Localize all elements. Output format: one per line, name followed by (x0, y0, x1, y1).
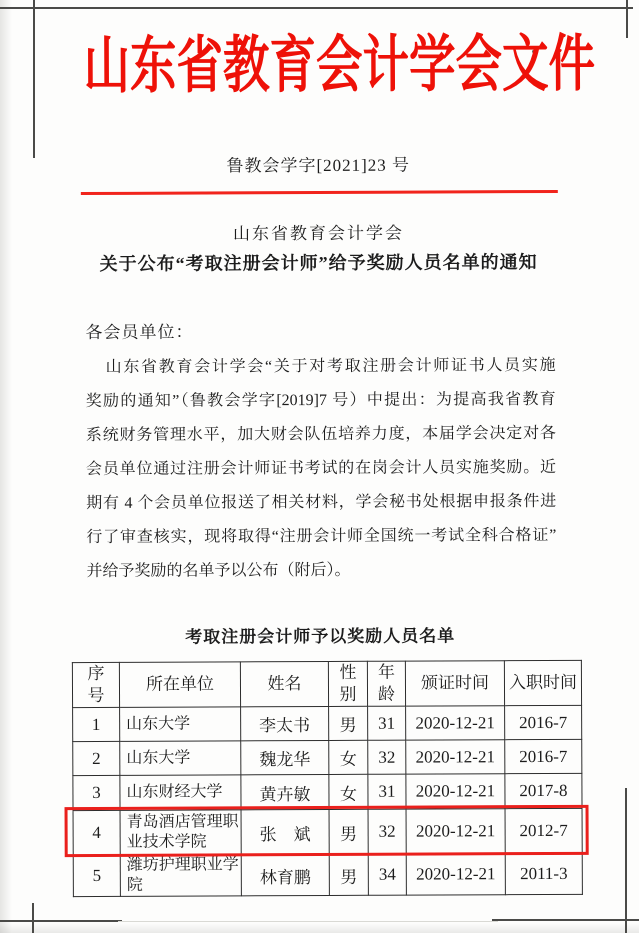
table-row (73, 740, 582, 776)
red-highlight-box-row-4 (65, 805, 589, 857)
cell-hire-date: 2011-3 (505, 854, 582, 895)
cell-seq: 5 (73, 856, 120, 897)
cell-age: 32 (368, 809, 406, 854)
paragraph-line: 奖励的通知”（鲁教会学字[2019]7 号）中提出：为提高我省教育 (85, 390, 556, 411)
table-header-row (72, 660, 581, 707)
header-gender (328, 661, 367, 706)
cell-cert-date: 2020-12-21 (406, 854, 505, 895)
header-name: 姓名 (240, 661, 328, 707)
cell-seq: 2 (73, 742, 120, 776)
cell-gender: 男 (329, 854, 368, 895)
document-header-title (0, 32, 637, 101)
cell-cert-date: 2020-12-21 (406, 706, 505, 740)
header-seq (72, 662, 119, 707)
paragraph-line: 系统财务管理水平，加大财会队伍培养力度，本届学会决定对各 (85, 424, 556, 445)
reward-table (72, 660, 583, 897)
cell-name: 林育鹏 (241, 855, 329, 896)
header-age-text: 年龄 (377, 662, 396, 704)
cell-unit: 山东大学 (120, 707, 241, 742)
cell-age: 31 (368, 774, 406, 809)
cell-seq: 4 (73, 811, 120, 856)
cell-seq: 3 (73, 776, 120, 811)
cell-gender: 女 (329, 740, 368, 774)
document-number: 鲁教会学字[2021]23 号 (226, 155, 411, 176)
cell-seq: 1 (73, 708, 120, 742)
cell-hire-date: 2016-7 (505, 706, 582, 740)
red-separator-line (81, 190, 558, 195)
cell-cert-date: 2020-12-21 (406, 774, 505, 809)
cell-age: 31 (368, 706, 406, 740)
reward-table-wrapper (72, 660, 582, 897)
paragraph-line: 行了审查核实，现将取得“注册会计师全国统一考试全科合格证” (86, 526, 557, 547)
cell-gender: 男 (329, 809, 368, 854)
cell-gender: 男 (329, 706, 368, 740)
document-header-title-text: 山东省教育会计学会文件 (83, 30, 596, 102)
cell-name: 张 斌 (241, 810, 329, 855)
paragraph-line: 期有 4 个会员单位报送了相关材料，学会秘书处根据申报条件进 (86, 492, 557, 513)
cell-name: 黄卉敏 (241, 775, 329, 810)
paragraph-line: 并给予奖励的名单予以公布（附后）。 (86, 561, 351, 581)
table-title: 考取注册会计师予以奖励人员名单 (185, 626, 456, 647)
cell-unit: 山东大学 (120, 741, 241, 776)
cell-cert-date: 2020-12-21 (406, 740, 505, 774)
paragraph-line: 会员单位通过注册会计师证书考试的在岗会计人员实施奖励。近 (86, 458, 557, 479)
table-row (73, 854, 582, 897)
cell-hire-date: 2016-7 (505, 740, 582, 774)
header-seq-text: 序号 (87, 663, 105, 706)
table-row (73, 706, 582, 742)
cell-name: 魏龙华 (241, 741, 329, 775)
header-hire-date: 入职时间 (504, 660, 581, 706)
paragraph-line: 山东省教育会计学会“关于对考取注册会计师证书人员实施 (105, 356, 556, 376)
cell-unit: 青岛酒店管理职业技术学院 (120, 810, 241, 856)
header-unit: 所在单位 (119, 662, 240, 708)
cell-cert-date: 2020-12-21 (406, 809, 505, 854)
cell-gender: 女 (329, 774, 368, 809)
cell-unit: 山东财经大学 (120, 775, 241, 811)
cell-age: 34 (368, 854, 406, 895)
cell-unit: 潍坊护理职业学院 (120, 855, 241, 897)
cell-hire-date: 2017-8 (505, 774, 582, 809)
salutation-line: 各会员单位： (85, 322, 194, 343)
header-gender-text: 性别 (339, 662, 357, 705)
header-cert-date: 颁证时间 (405, 661, 504, 707)
organization-name-line: 山东省教育会计学会 (232, 223, 405, 244)
cell-hire-date: 2012-7 (505, 809, 582, 854)
cell-age: 32 (368, 740, 406, 774)
body-paragraph (86, 349, 557, 589)
cell-name: 李太书 (241, 707, 329, 741)
notice-subject-title: 关于公布“考取注册会计师”给予奖励人员名单的通知 (99, 252, 538, 274)
header-age (367, 661, 405, 706)
